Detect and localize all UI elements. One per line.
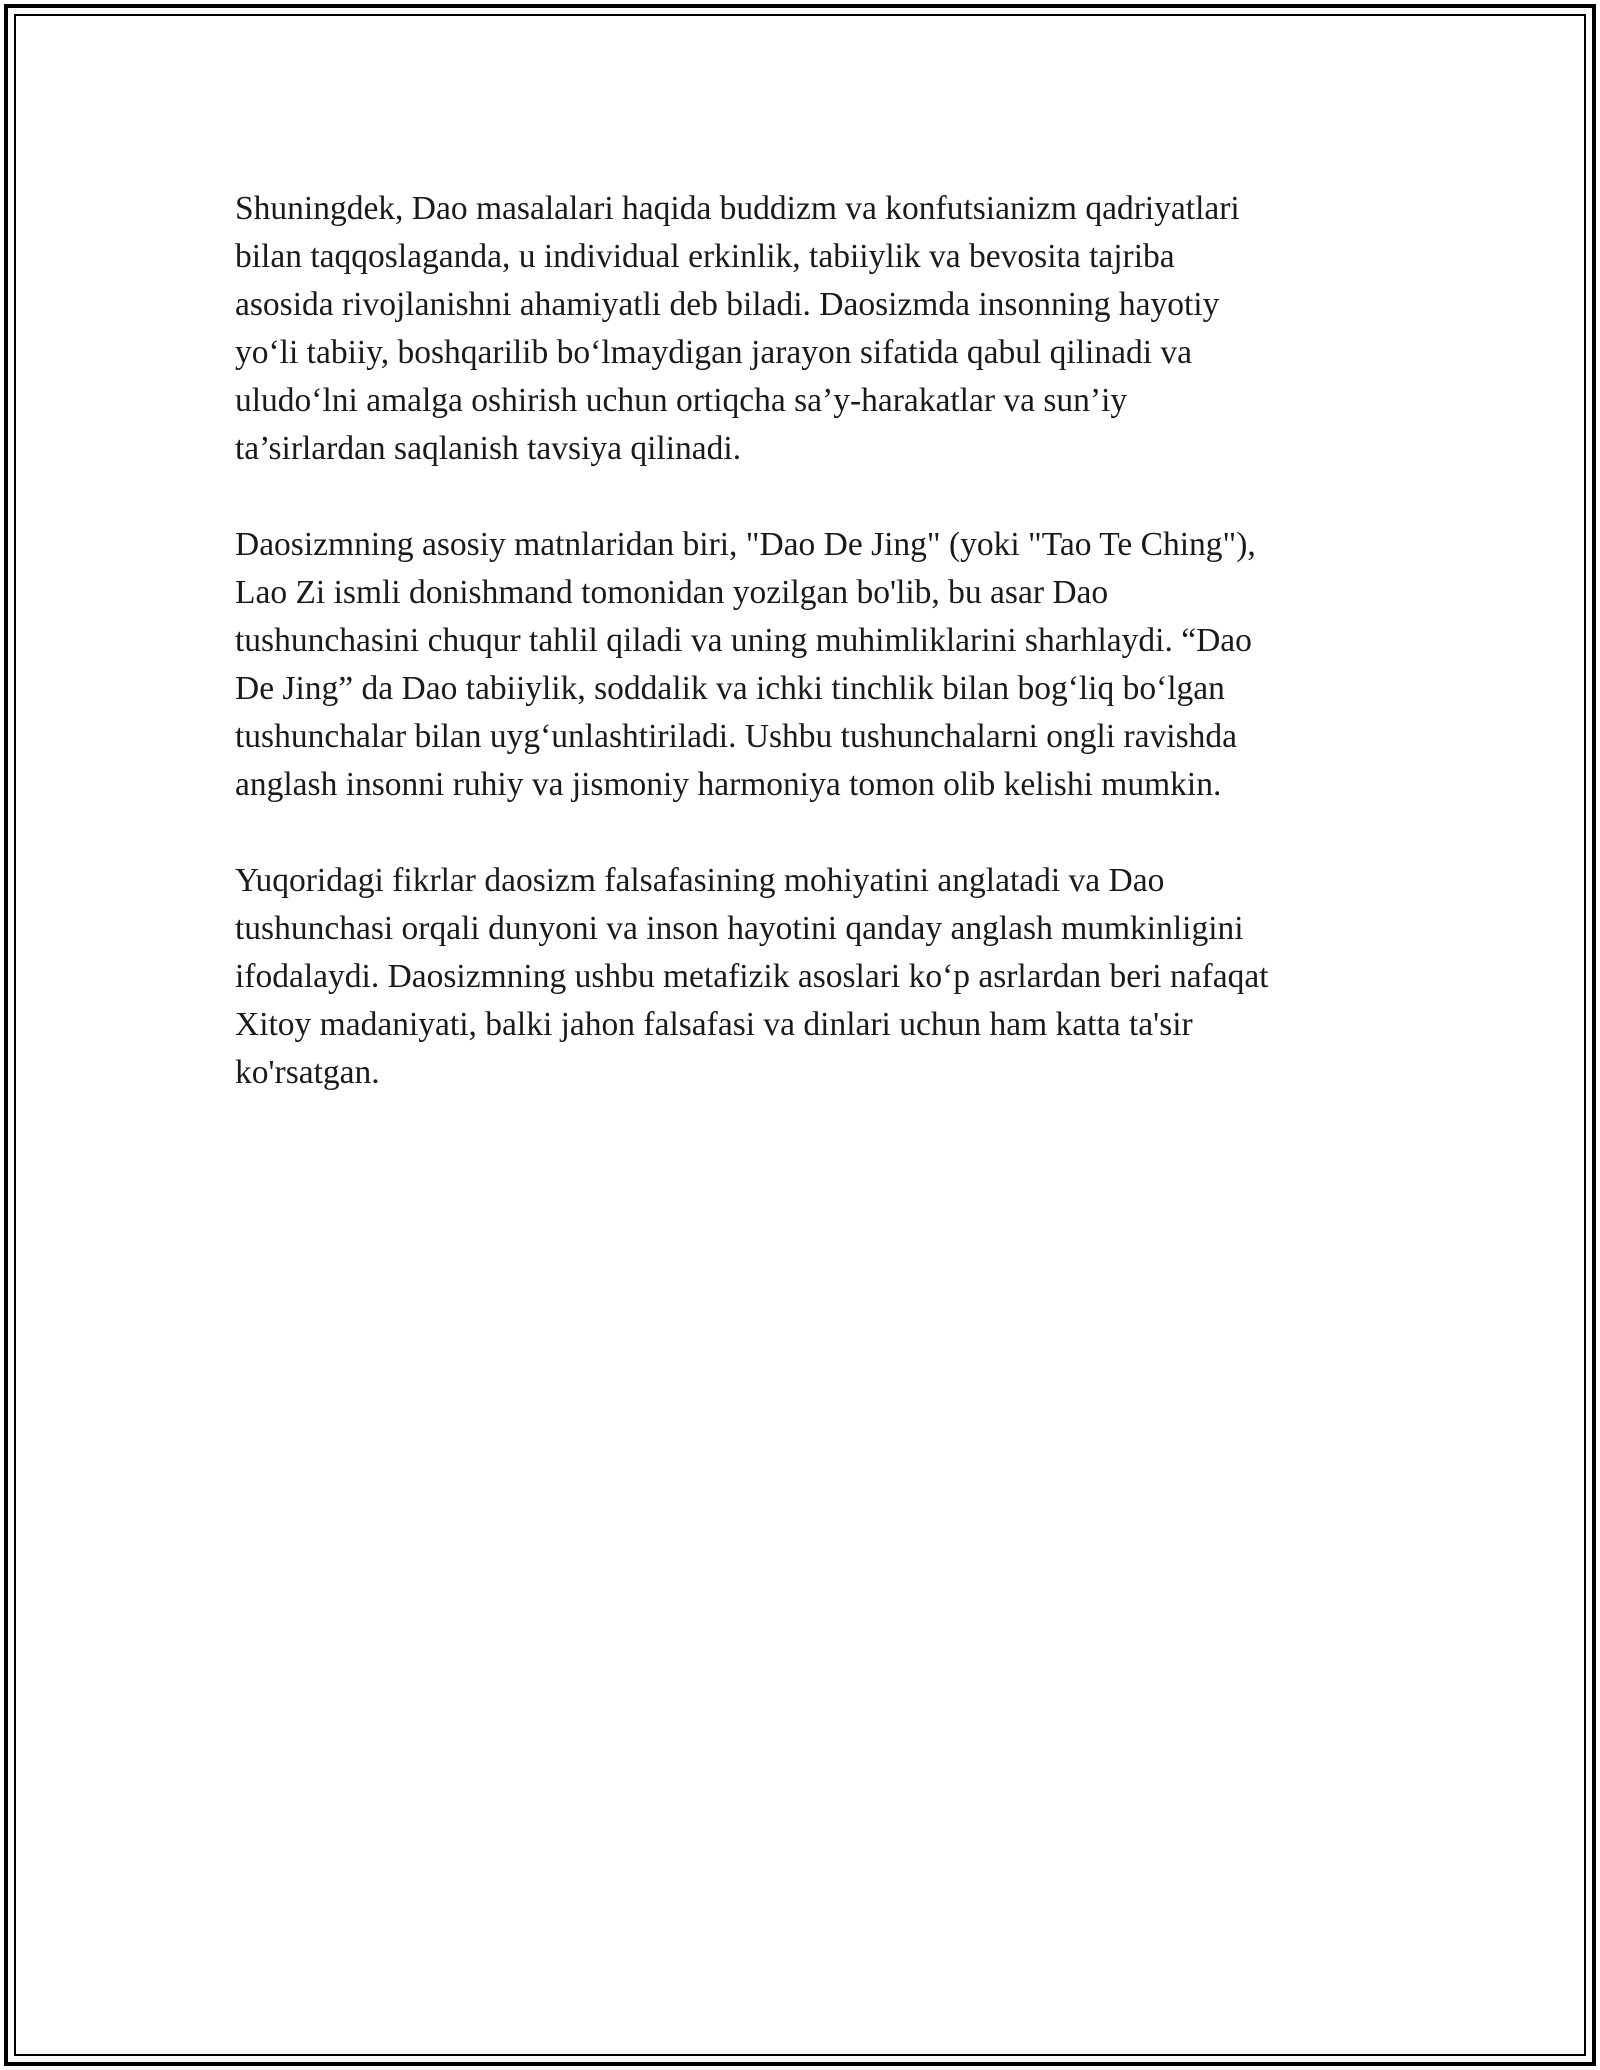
paragraph-3: Yuqoridagi fikrlar daosizm falsafasining mohiyatini anglatadi va Dao tushunchasi orqali dunyoni va inson hayotini qanday anglash mumkinligini ifodalaydi. Daosizmning ushbu metafizik asoslari ko‘p asrlardan beri nafaqat Xitoy madaniyati, balki jahon falsafasi va dinlari uchun ham katta ta'sir ko'rsatgan. bbox=[235, 862, 1269, 1091]
document-body bbox=[235, 185, 1375, 1145]
paragraph-1: Shuningdek, Dao masalalari haqida buddizm va konfutsianizm qadriyatlari bilan taqqoslaganda, u individual erkinlik, tabiiylik va bevosita tajriba asosida rivojlanishni ahamiyatli deb biladi. Daosizmda insonning hayotiy yo‘li tabiiy, boshqarilib bo‘lmaydigan jarayon sifatida qabul qilinadi va uludo‘lni amalga oshirish uchun ortiqcha sa’y-harakatlar va sun’iy ta’sirlardan saqlanish tavsiya qilinadi. bbox=[235, 190, 1240, 467]
paragraph-2: Daosizmning asosiy matnlaridan biri, "Dao De Jing" (yoki "Tao Te Ching"), Lao Zi ismli donishmand tomonidan yozilgan bo'lib, bu asar Dao tushunchasini chuqur tahlil qiladi va uning muhimliklarini sharhlaydi. “Dao De Jing” da Dao tabiiylik, soddalik va ichki tinchlik bilan bog‘liq bo‘lgan tushunchalar bilan uyg‘unlashtiriladi. Ushbu tushunchalarni ongli ravishda anglash insonni ruhiy va jismoniy harmoniya tomon olib kelishi mumkin. bbox=[235, 526, 1256, 803]
